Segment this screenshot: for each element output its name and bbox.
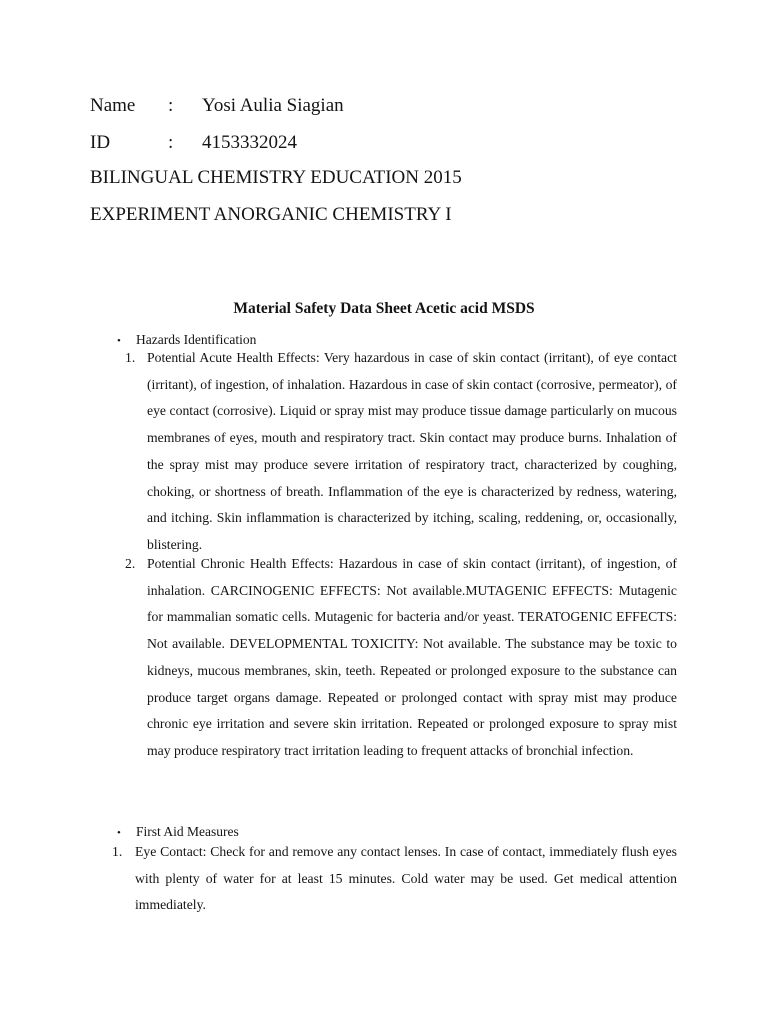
document-title: Material Safety Data Sheet Acetic acid MSDS xyxy=(233,300,535,317)
bullet-icon: • xyxy=(117,335,121,347)
list-item-number: 2. xyxy=(125,556,136,571)
section-heading-label: First Aid Measures xyxy=(136,824,239,839)
name-label: Name xyxy=(90,95,136,116)
name-value: Yosi Aulia Siagian xyxy=(202,95,344,116)
id-colon: : xyxy=(168,132,174,153)
list-item-acute-effects xyxy=(0,345,768,560)
bullet-icon: • xyxy=(117,827,121,839)
name-row xyxy=(90,94,344,118)
list-item-number: 1. xyxy=(125,350,136,365)
list-item-text: Potential Chronic Health Effects: Hazardous in case of skin contact (irritant), of ingestion, of inhalation. CARCINOGENIC EFFECTS: Not available.MUTAGENIC EFFECTS: Mutagenic for mammalian somatic cells. Mutagenic for bacteria and/or yeast. TERATOGENIC EFFECTS: Not available. DEVELOPMENTAL TOXICITY: Not available. The substance may be toxic to kidneys, mucous membranes, skin, teeth. Repeated or prolonged exposure to the substance can produce target organs damage. Repeated or prolonged contact with spray mist may produce chronic eye irritation and severe skin irritation. Repeated or prolonged exposure to spray mist may produce respiratory tract irritation leading to frequent attacks of bronchial infection. xyxy=(147,556,677,758)
list-item-chronic-effects xyxy=(0,551,768,791)
experiment-line: EXPERIMENT ANORGANIC CHEMISTRY I xyxy=(90,204,452,225)
id-label: ID xyxy=(90,132,111,153)
list-item-text: Potential Acute Health Effects: Very hazardous in case of skin contact (irritant), of eye contact (irritant), of ingestion, of inhalation. Hazardous in case of skin contact (corrosive, permeator), of eye contact (corrosive). Liquid or spray mist may produce tissue damage particularly on mucous membranes of eyes, mouth and respiratory tract. Skin contact may produce burns. Inhalation of the spray mist may produce severe irritation of respiratory tract, characterized by coughing, choking, or shortness of breath. Inflammation of the eye is characterized by redness, watering, and itching. Skin inflammation is characterized by itching, scaling, reddening, or, occasionally, blistering. xyxy=(147,350,677,552)
list-item-number: 1. xyxy=(112,844,123,859)
id-row xyxy=(90,131,297,155)
list-item-eye-contact xyxy=(0,839,768,929)
program-line: BILINGUAL CHEMISTRY EDUCATION 2015 xyxy=(90,167,462,188)
list-item-text: Eye Contact: Check for and remove any contact lenses. In case of contact, immediately flush eyes with plenty of water for at least 15 minutes. Cold water may be used. Get medical attention immediately. xyxy=(135,844,677,913)
section-heading-label: Hazards Identification xyxy=(136,332,257,347)
name-colon: : xyxy=(168,95,174,116)
id-value: 4153332024 xyxy=(202,132,297,153)
